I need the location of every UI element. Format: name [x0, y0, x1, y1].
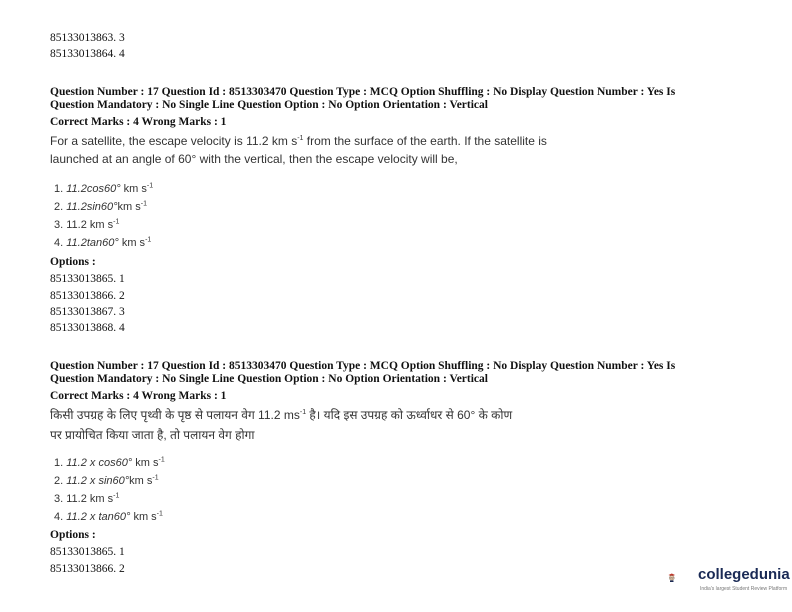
answer-choice: 1. 11.2cos60° km $s^{-1}$ — [54, 182, 154, 195]
question-text: पर प्रायोचित किया जाता है, तो पलायन वेग होगा — [50, 428, 255, 442]
answer-choice: 4. 11.2tan60° km $s^{-1}$ — [54, 236, 152, 249]
question-text: किसी उपग्रह के लिए पृथ्वी के पृष्ठ से पलायन वेग 11.2 $ms^{-1}$ है। यदि इस उपग्रह को ऊर्ध्वाधर से 60° के कोण — [50, 408, 513, 422]
question-meta-line: Question Mandatory : No Single Line Question Option : No Option Orientation : Vertical — [50, 373, 488, 385]
question-meta-line: Question Mandatory : No Single Line Question Option : No Option Orientation : Vertical — [50, 99, 488, 111]
option-id-line: 85133013867. 3 — [50, 306, 125, 318]
option-id-line: 85133013863. 3 — [50, 32, 125, 44]
option-id-line: 85133013865. 1 — [50, 273, 125, 285]
answer-choice: 3. 11.2 km $s^{-1}$ — [54, 492, 120, 505]
option-id-line: 85133013866. 2 — [50, 563, 125, 575]
option-id-line: 85133013866. 2 — [50, 290, 125, 302]
marks-line: Correct Marks : 4 Wrong Marks : 1 — [50, 116, 227, 128]
option-id-line: 85133013864. 4 — [50, 48, 125, 60]
question-text: launched at an angle of 60° with the vertical, then the escape velocity will be, — [50, 152, 458, 166]
logo-wordmark: collegedunia — [698, 566, 790, 583]
option-id-line: 85133013868. 4 — [50, 322, 125, 334]
question-meta-line: Question Number : 17 Question Id : 8513303470 Question Type : MCQ Option Shuffling : No Display Question Number : Yes Is — [50, 86, 676, 98]
graduate-mascot-icon — [668, 560, 698, 596]
answer-choice: 3. 11.2 km $s^{-1}$ — [54, 218, 120, 231]
answer-choice: 1. 11.2 x cos60° km $s^{-1}$ — [54, 456, 165, 469]
options-label: Options : — [50, 529, 96, 541]
question-text: For a satellite, the escape velocity is 11.2 km $s^{-1}$ from the surface of the earth. If the satellite is — [50, 134, 547, 148]
answer-choice: 2. 11.2sin60°km $s^{-1}$ — [54, 200, 148, 213]
logo-tagline: India's largest Student Review Platform — [700, 586, 788, 592]
answer-choice: 2. 11.2 x sin60°km $s^{-1}$ — [54, 474, 159, 487]
answer-choice: 4. 11.2 x tan60° km $s^{-1}$ — [54, 510, 163, 523]
marks-line: Correct Marks : 4 Wrong Marks : 1 — [50, 390, 227, 402]
option-id-line: 85133013865. 1 — [50, 546, 125, 558]
question-meta-line: Question Number : 17 Question Id : 8513303470 Question Type : MCQ Option Shuffling : No Display Question Number : Yes Is — [50, 360, 676, 372]
options-label: Options : — [50, 256, 96, 268]
